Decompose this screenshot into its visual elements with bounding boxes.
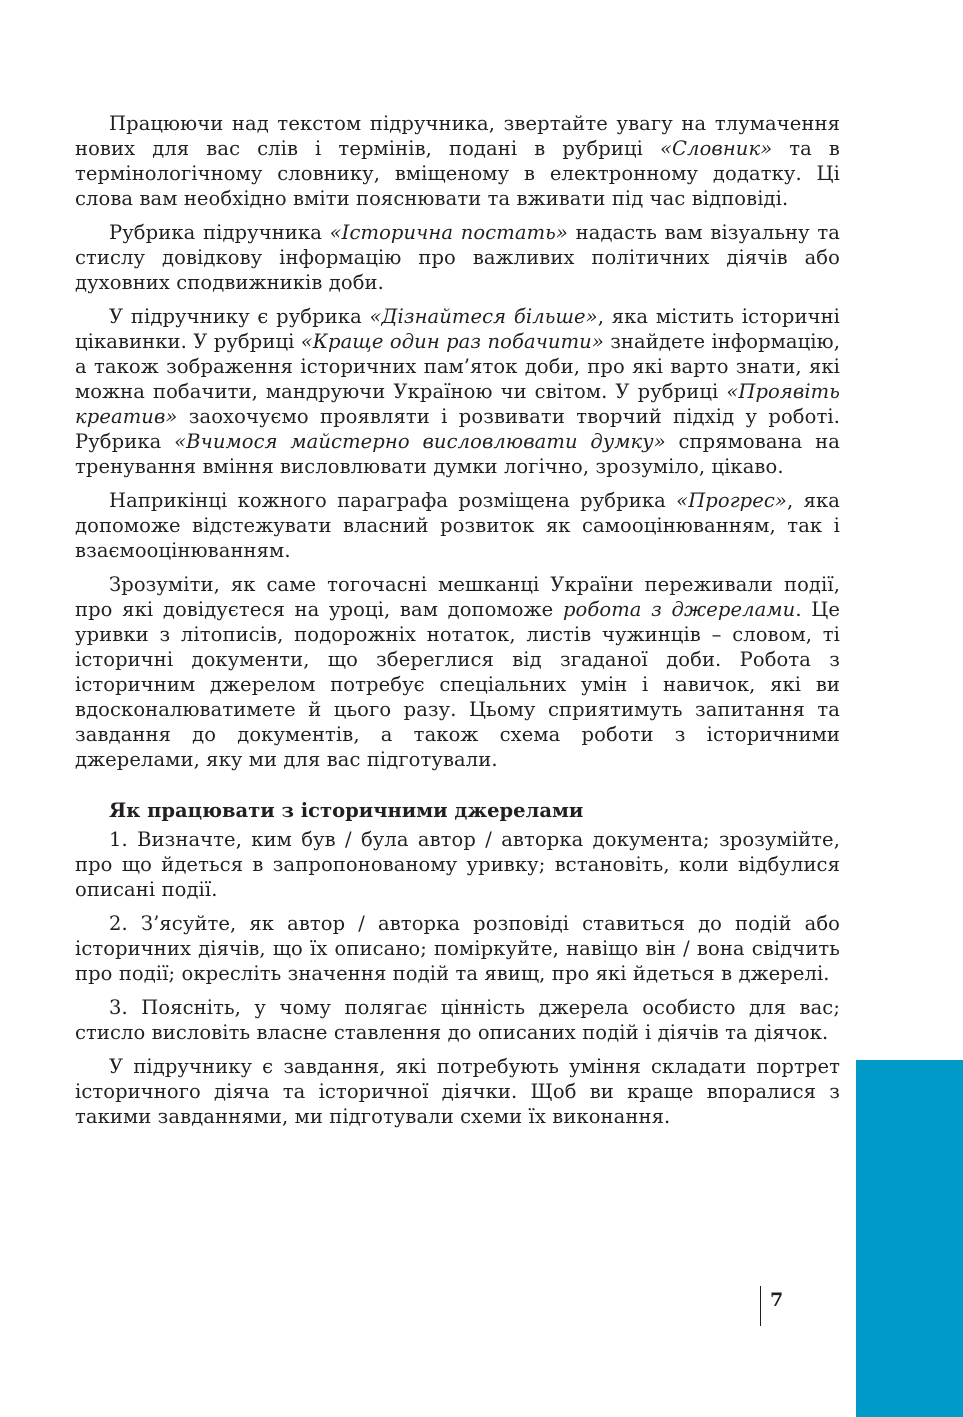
emphasis: робота з джерелами [562,598,796,621]
page-number: 7 [770,1289,784,1311]
text-run: надасть вам візуальну та стислу довідкову інформацію про важливих політичних діячів або духовних сподвижників доби. [75,221,841,294]
text-run: Наприкінці кожного параграфа розміщена рубрика [109,489,677,512]
paragraph-dictionary [75,111,840,211]
text-run: та в термінологічному словнику, вміщеному в електронному додатку. Ці слова вам необхідно вміти пояснювати та вживати під час відповіді. [75,137,840,210]
side-color-tab [856,1060,963,1417]
rubric-name: «Вчимося майстерно висловлювати думку» [174,430,666,453]
paragraph-rubrics [75,304,840,479]
rubric-name: «Словник» [660,137,773,160]
section-heading: Як працювати з історичними джерелами [109,799,584,822]
page-number-rule [760,1286,761,1326]
text-run: спрямована на тренування вміння висловлювати думки логічно, зрозуміло, цікаво. [75,430,840,478]
rubric-name: «Краще один раз побачити» [300,330,604,353]
rubric-name: «Прогрес» [676,489,787,512]
text-run: Зрозуміти, як саме тогочасні мешканці України переживали події, про які довідуєтеся на уроці, вам допоможе [75,573,840,621]
step-item-1: 1. Визначте, ким був / була автор / авторка документа; зрозумійте, про що йдеться в запропонованому уривку; встановіть, коли відбулися описані події. [75,828,840,901]
paragraph-historical-figure [75,220,840,295]
text-run: Працюючи над текстом підручника, звертайте увагу на тлумачення нових для вас слів і термінів, подані в рубриці [75,112,840,160]
page-body [75,111,840,1138]
paragraph-sources [75,572,840,772]
text-run: знайдете інформацію, а також зображення історичних пам’яток доби, про які варто знати, які можна побачити, мандруючи Україною чи світом. У рубриці [75,330,841,403]
step-item-2: 2. З’ясуйте, як автор / авторка розповіді ставиться до подій або історичних діячів, що їх описано; поміркуйте, навіщо він / вона свідчить про події; окресліть значення подій та явищ, про які йдеться в джерелі. [75,912,840,985]
rubric-name: «Дізнайтеся більше» [369,305,598,328]
text-run: Рубрика підручника [109,221,330,244]
rubric-name: «Проявіть креатив» [75,380,840,428]
text-run: , яка містить історичні цікавинки. У рубриці [75,305,840,353]
text-run: , яка допоможе відстежувати власний розвиток як самооцінюванням, так і взаємооцінюванням. [75,489,841,562]
rubric-name: «Історична постать» [329,221,568,244]
text-run: заохочуємо проявляти і розвивати творчий підхід у роботі. Рубрика [75,405,840,453]
text-run: . Це уривки з літописів, подорожніх нотаток, листів чужинців – словом, ті історичні документи, що збереглися від згаданої доби. Робота з історичним джерелом потребує спеціальних умін і навичок, які ви вдосконалюватимете й цього разу. Цьому сприятимуть запитання та завдання до документів, а також схема роботи з історичними джерелами, яку ми для вас підготували. [75,598,841,771]
paragraph-progress [75,488,840,563]
step-item-3: 3. Поясніть, у чому полягає цінність джерела особисто для вас; стисло висловіть власне ставлення до описаних подій і діячів та діячок. [75,996,840,1044]
paragraph-closing: У підручнику є завдання, які потребують уміння складати портрет історичного діяча та історичної діячки. Щоб ви краще впоралися з такими завданнями, ми підготували схеми їх виконання. [75,1055,840,1128]
text-run: У підручнику є рубрика [109,305,370,328]
